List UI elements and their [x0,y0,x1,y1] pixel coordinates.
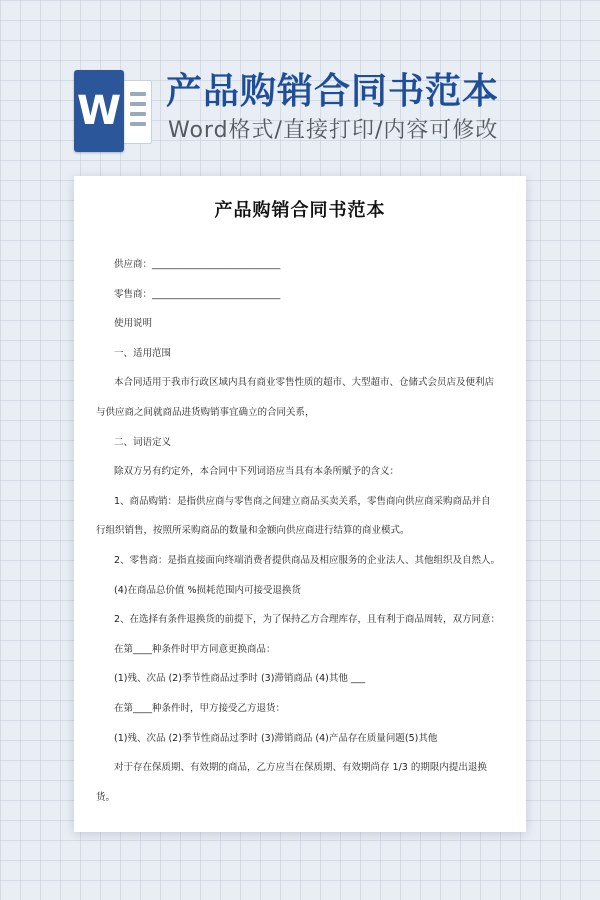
banner-title: 产品购销合同书范本 [166,71,500,112]
paragraph-line: 2、零售商：是指直接面向终端消费者提供商品及相应服务的企业法人、其他组织及自然人。 [114,554,501,566]
paragraph-line: (4)在商品总价值 %损耗范围内可接受退换货 [114,584,302,596]
logo-line [130,102,146,106]
document-title: 产品购销合同书范本 [214,200,386,221]
word-document-icon [74,70,152,152]
paragraph-line: 行组织销售，按照所采购商品的数量和金额向供应商进行结算的商业模式。 [96,525,410,537]
paragraph-line: (1)残、次品 (2)季节性商品过季时 (3)滞销商品 (4)产品存在质量问题(5)其他 [114,732,438,744]
document-page [74,176,526,832]
paragraph-line: 除双方另有约定外，本合同中下列词语应当具有本条所赋予的含义： [114,466,400,478]
logo-line [130,92,146,96]
word-logo-letter: W [76,88,122,134]
paragraph-line: 在第____种条件时，甲方接受乙方退货： [114,702,286,714]
paragraph-line: 货。 [96,791,116,803]
paragraph-line: 2、在选择有条件退换货的前提下，为了保持乙方合理库存，且有利于商品周转，双方同意： [114,614,501,626]
paragraph-line: 本合同适用于我市行政区域内具有商业零售性质的超市、大型超市、仓储式会员店及便利店 [114,377,495,389]
paragraph-line: 1、商品购销：是指供应商与零售商之间建立商品买卖关系，零售商向供应商采购商品并自 [114,495,491,507]
section-heading-definitions: 二、词语定义 [114,436,172,448]
banner [0,0,600,170]
banner-subtitle: Word格式/直接打印/内容可修改 [168,118,499,143]
paragraph-line: 与供应商之间就商品进货购销事宜确立的合同关系， [96,406,315,418]
paragraph-line: 在第____种条件时甲方同意更换商品： [114,643,276,655]
supplier-line: 供应商：___________________________ [114,259,281,270]
document-body [96,250,506,812]
paragraph-line: (1)残、次品 (2)季节性商品过季时 (3)滞销商品 (4)其他 ___ [114,673,366,685]
paragraph-line: 对于存在保质期、有效期的商品，乙方应当在保质期、有效期尚存 1/3 的期限内提出退换 [114,762,487,774]
logo-line [130,112,146,116]
usage-heading: 使用说明 [114,318,153,330]
section-heading-scope: 一、适用范围 [114,347,172,359]
retailer-line: 零售商：___________________________ [114,288,281,300]
logo-line [130,122,146,126]
word-logo-tile [74,70,124,152]
